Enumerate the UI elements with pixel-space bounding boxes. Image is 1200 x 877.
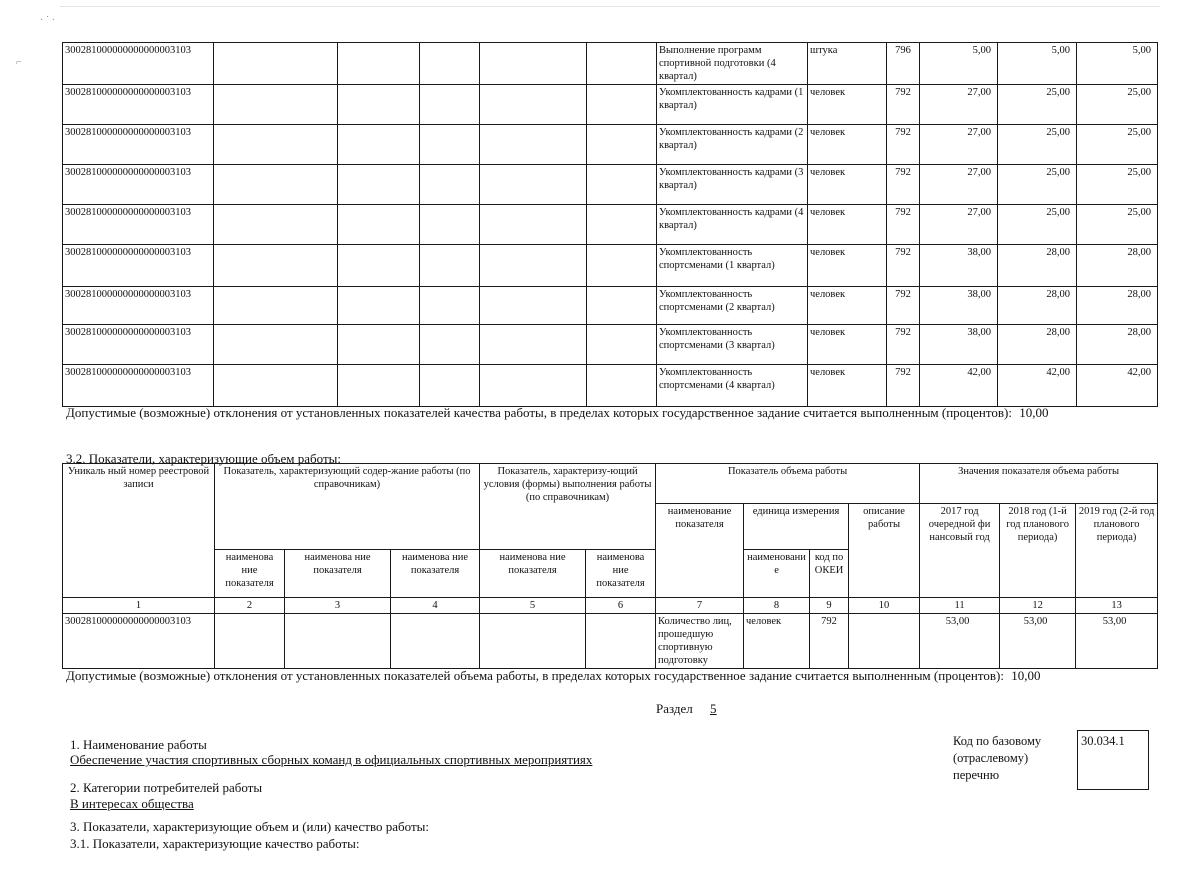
scan-edge-line [60, 6, 1160, 7]
cell-empty [480, 165, 587, 205]
work-name-label: 1. Наименование работы [70, 737, 207, 752]
cell-empty [214, 85, 338, 125]
cell-value-2017: 38,00 [920, 287, 998, 325]
quality-indicators-label: 3.1. Показатели, характеризующие качество работы: [70, 836, 360, 851]
header-sub-name: наименова ние показателя [586, 550, 656, 598]
cell-value-2017: 5,00 [920, 43, 998, 85]
header-sub-name: наименова ние показателя [391, 550, 480, 598]
cell-empty [480, 43, 587, 85]
volume-heading: 3.2. Показатели, характеризующие объем работы: [66, 451, 341, 466]
header-unique-number: Уникаль ный номер реестровой записи [63, 464, 215, 598]
cell-value-2017: 27,00 [920, 165, 998, 205]
cell-empty [285, 614, 391, 669]
cell-okei: 792 [887, 287, 920, 325]
cell-okei: 792 [887, 165, 920, 205]
cell-empty [391, 614, 480, 669]
header-volume-values: Значения показателя объема работы [920, 464, 1158, 504]
column-number: 11 [920, 598, 1000, 614]
volume-tolerance-text: Допустимые (возможные) отклонения от установленных показателей объема работы, в пределах которых государственное задание считается выполненным (процентов): [66, 668, 1004, 683]
cell-empty [587, 205, 657, 245]
cell-registry-code: 300281000000000000003103 [63, 205, 214, 245]
quality-row [63, 125, 1158, 165]
cell-okei: 792 [887, 205, 920, 245]
cell-empty [420, 165, 480, 205]
work-name-value: Обеспечение участия спортивных сборных команд в официальных спортивных мероприятиях [70, 752, 593, 767]
cell-indicator-name: Укомплектованность кадрами (3 квартал) [657, 165, 808, 205]
quality-row [63, 205, 1158, 245]
quality-tolerance-line [66, 405, 1048, 421]
cell-indicator-name: Укомплектованность кадрами (1 квартал) [657, 85, 808, 125]
cell-registry-code: 300281000000000000003103 [63, 43, 214, 85]
cell-empty [420, 85, 480, 125]
cell-empty [214, 287, 338, 325]
cell-unit: человек [808, 205, 887, 245]
cell-registry-code: 300281000000000000003103 [63, 287, 214, 325]
cell-value-2018: 25,00 [998, 165, 1077, 205]
section-title [656, 701, 717, 717]
cell-empty [338, 125, 420, 165]
quality-row [63, 245, 1158, 287]
cell-okei: 792 [887, 85, 920, 125]
indicators-label: 3. Показатели, характеризующие объем и (или) качество работы: [70, 819, 429, 834]
cell-value-2019: 28,00 [1077, 245, 1158, 287]
cell-registry-code: 300281000000000000003103 [63, 125, 214, 165]
cell-indicator-name: Укомплектованность спортсменами (2 квартал) [657, 287, 808, 325]
cell-value-2019: 53,00 [1076, 614, 1158, 669]
cell-empty [587, 43, 657, 85]
quality-row [63, 365, 1158, 407]
cell-value-2018: 42,00 [998, 365, 1077, 407]
cell-okei: 792 [887, 365, 920, 407]
cell-value-2017: 42,00 [920, 365, 998, 407]
quality-row [63, 287, 1158, 325]
consumers-label: 2. Категории потребителей работы [70, 780, 263, 795]
quality-tolerance-value: 10,00 [1019, 405, 1049, 420]
cell-okei: 792 [887, 325, 920, 365]
basic-code-box [1077, 730, 1149, 790]
header-volume-indicator: Показатель объема работы [656, 464, 920, 504]
cell-empty [480, 205, 587, 245]
cell-empty [480, 614, 586, 669]
quality-row [63, 325, 1158, 365]
volume-tolerance-line [66, 668, 1040, 684]
cell-value-2018: 25,00 [998, 85, 1077, 125]
column-number: 13 [1076, 598, 1158, 614]
quality-tolerance-text: Допустимые (возможные) отклонения от установленных показателей качества работы, в пределах которых государственное задание считается выполненным (процентов): [66, 405, 1012, 420]
cell-value-2019: 28,00 [1077, 287, 1158, 325]
header-indicator-name: наименование показателя [656, 504, 744, 598]
column-number: 4 [391, 598, 480, 614]
cell-empty [338, 287, 420, 325]
cell-unit: человек [744, 614, 810, 669]
header-sub-name: наименова ние показателя [285, 550, 391, 598]
column-number: 7 [656, 598, 744, 614]
column-number: 6 [586, 598, 656, 614]
cell-empty [215, 614, 285, 669]
cell-empty [420, 287, 480, 325]
cell-empty [587, 125, 657, 165]
cell-indicator-name: Количество лиц, прошедшую спортивную подготовку [656, 614, 744, 669]
header-year-2019: 2019 год (2-й год планового периода) [1076, 504, 1158, 598]
header-sub-name: наименова ние показателя [215, 550, 285, 598]
quality-row [63, 43, 1158, 85]
cell-empty [587, 165, 657, 205]
cell-registry-code: 300281000000000000003103 [63, 365, 214, 407]
cell-okei: 792 [887, 125, 920, 165]
header-year-2017: 2017 год очередной фи нансовый год [920, 504, 1000, 598]
header-unit: единица измерения [744, 504, 849, 550]
basic-code-label: Код по базовому (отраслевому) перечню [953, 734, 1042, 782]
column-number: 3 [285, 598, 391, 614]
cell-empty [849, 614, 920, 669]
cell-registry-code: 300281000000000000003103 [63, 165, 214, 205]
cell-empty [214, 365, 338, 407]
cell-empty [586, 614, 656, 669]
cell-empty [587, 85, 657, 125]
cell-value-2018: 28,00 [998, 325, 1077, 365]
cell-empty [420, 245, 480, 287]
cell-okei: 792 [887, 245, 920, 287]
cell-empty [338, 85, 420, 125]
cell-indicator-name: Укомплектованность спортсменами (1 квартал) [657, 245, 808, 287]
cell-indicator-name: Укомплектованность спортсменами (4 квартал) [657, 365, 808, 407]
cell-value-2018: 28,00 [998, 287, 1077, 325]
cell-unit: человек [808, 287, 887, 325]
cell-empty [214, 325, 338, 365]
cell-empty [587, 245, 657, 287]
cell-empty [480, 287, 587, 325]
cell-value-2017: 27,00 [920, 205, 998, 245]
cell-value-2019: 5,00 [1077, 43, 1158, 85]
column-number: 8 [744, 598, 810, 614]
cell-empty [480, 125, 587, 165]
cell-empty [338, 365, 420, 407]
cell-value-2017: 38,00 [920, 245, 998, 287]
cell-registry-code: 300281000000000000003103 [63, 325, 214, 365]
cell-value-2019: 25,00 [1077, 85, 1158, 125]
column-number: 2 [215, 598, 285, 614]
cell-empty [480, 325, 587, 365]
header-unit-okei: код по ОКЕИ [810, 550, 849, 598]
cell-value-2019: 25,00 [1077, 125, 1158, 165]
cell-indicator-name: Укомплектованность кадрами (4 квартал) [657, 205, 808, 245]
cell-indicator-name: Выполнение программ спортивной подготовки (4 квартал) [657, 43, 808, 85]
cell-value-2019: 25,00 [1077, 165, 1158, 205]
cell-empty [338, 325, 420, 365]
cell-registry-code: 300281000000000000003103 [63, 85, 214, 125]
cell-registry-code: 300281000000000000003103 [63, 245, 214, 287]
cell-value-2017: 27,00 [920, 125, 998, 165]
cell-value-2017: 27,00 [920, 85, 998, 125]
header-description: описание работы [849, 504, 920, 598]
cell-empty [214, 43, 338, 85]
header-conditions: Показатель, характеризу-ющий условия (формы) выполнения работы (по справочникам) [480, 464, 656, 550]
column-number: 10 [849, 598, 920, 614]
basic-code-value: 30.034.1 [1081, 734, 1125, 748]
quality-indicators-table [62, 42, 1158, 407]
volume-data-row [63, 614, 1158, 669]
volume-indicators-table [62, 463, 1158, 669]
header-content: Показатель, характеризующий содер-жание работы (по справочникам) [215, 464, 480, 550]
cell-empty [420, 365, 480, 407]
consumers-value: В интересах общества [70, 796, 194, 811]
cell-empty [214, 245, 338, 287]
cell-value-2018: 28,00 [998, 245, 1077, 287]
cell-okei: 792 [810, 614, 849, 669]
column-number: 5 [480, 598, 586, 614]
cell-okei: 796 [887, 43, 920, 85]
cell-empty [420, 205, 480, 245]
column-numbers-row [63, 598, 1158, 614]
cell-value-2018: 5,00 [998, 43, 1077, 85]
cell-unit: человек [808, 165, 887, 205]
cell-indicator-name: Укомплектованность кадрами (2 квартал) [657, 125, 808, 165]
cell-empty [587, 365, 657, 407]
cell-unit: человек [808, 325, 887, 365]
section-label: Раздел [656, 701, 693, 716]
cell-empty [338, 205, 420, 245]
cell-value-2019: 25,00 [1077, 205, 1158, 245]
column-number: 12 [1000, 598, 1076, 614]
cell-unit: человек [808, 365, 887, 407]
cell-empty [420, 43, 480, 85]
cell-value-2018: 25,00 [998, 205, 1077, 245]
cell-empty [480, 85, 587, 125]
cell-unit: человек [808, 85, 887, 125]
cell-empty [480, 365, 587, 407]
volume-tolerance-value: 10,00 [1011, 668, 1041, 683]
cell-unit: человек [808, 245, 887, 287]
cell-value-2018: 53,00 [1000, 614, 1076, 669]
cell-empty [587, 325, 657, 365]
cell-indicator-name: Укомплектованность спортсменами (3 квартал) [657, 325, 808, 365]
cell-registry-code: 300281000000000000003103 [63, 614, 215, 669]
quality-row [63, 165, 1158, 205]
cell-unit: человек [808, 125, 887, 165]
scan-speck: · ˙ · [40, 15, 55, 26]
cell-value-2019: 28,00 [1077, 325, 1158, 365]
quality-row [63, 85, 1158, 125]
cell-unit: штука [808, 43, 887, 85]
cell-empty [587, 287, 657, 325]
section-number: 5 [710, 701, 717, 716]
cell-empty [338, 245, 420, 287]
cell-empty [338, 165, 420, 205]
cell-empty [214, 205, 338, 245]
cell-empty [420, 125, 480, 165]
cell-value-2018: 25,00 [998, 125, 1077, 165]
cell-value-2017: 38,00 [920, 325, 998, 365]
cell-value-2017: 53,00 [920, 614, 1000, 669]
scan-speck: ⌐ [16, 57, 22, 68]
cell-empty [480, 245, 587, 287]
column-number: 9 [810, 598, 849, 614]
cell-empty [214, 165, 338, 205]
cell-empty [214, 125, 338, 165]
header-unit-name: наименовани е [744, 550, 810, 598]
cell-empty [420, 325, 480, 365]
column-number: 1 [63, 598, 215, 614]
cell-empty [338, 43, 420, 85]
header-year-2018: 2018 год (1-й год планового периода) [1000, 504, 1076, 598]
cell-value-2019: 42,00 [1077, 365, 1158, 407]
header-sub-name: наименова ние показателя [480, 550, 586, 598]
